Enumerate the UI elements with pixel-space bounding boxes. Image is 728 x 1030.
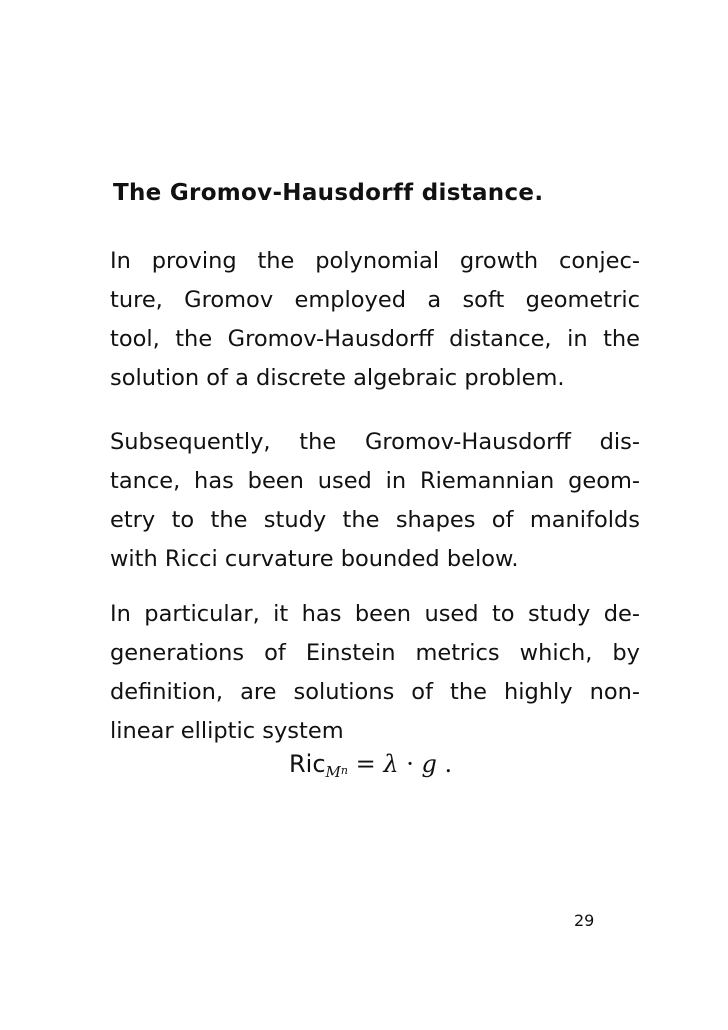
section-heading: The Gromov-Hausdorff distance. (113, 180, 544, 206)
paragraph-2 (110, 423, 640, 579)
text-line: solution of a discrete algebraic problem. (110, 365, 565, 391)
einstein-equation (289, 750, 453, 781)
lambda-symbol: λ (383, 750, 399, 778)
manifold-subscript (326, 763, 348, 781)
text-line: with Ricci curvature bounded below. (110, 546, 519, 572)
ricci-operator: Ric (289, 750, 326, 778)
text-line: In proving the polynomial growth conjec- (110, 248, 640, 274)
equals-sign: = (355, 750, 376, 778)
text-line: generations of Einstein metrics which, by (110, 640, 640, 666)
metric-symbol: g (421, 750, 437, 778)
subscript-base: M (325, 763, 341, 781)
text-line: ture, Gromov employed a soft geometric (110, 287, 640, 313)
text-line: linear elliptic system (110, 718, 344, 744)
text-line: etry to the study the shapes of manifolds (110, 507, 640, 533)
paragraph-3 (110, 595, 640, 751)
dot-operator: · (406, 750, 414, 778)
text-line: tool, the Gromov-Hausdorff distance, in the (110, 326, 640, 352)
text-line: definition, are solutions of the highly non- (110, 679, 640, 705)
page-number: 29 (574, 911, 595, 930)
text-line: tance, has been used in Riemannian geom- (110, 468, 640, 494)
subscript-exponent: n (340, 764, 348, 777)
paragraph-1 (110, 242, 640, 398)
text-line: Subsequently, the Gromov-Hausdorff dis- (110, 429, 640, 455)
text-line: In particular, it has been used to study de- (110, 601, 640, 627)
formula-period: . (444, 750, 453, 778)
